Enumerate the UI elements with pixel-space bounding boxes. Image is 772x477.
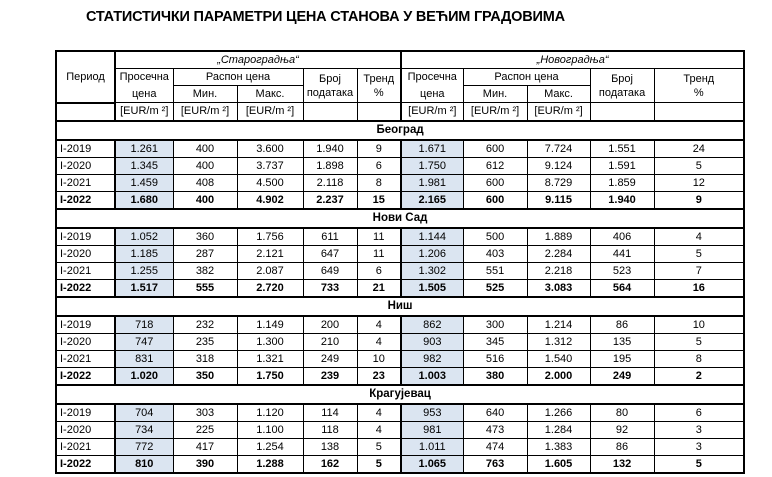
old-min-price-cell: 400	[173, 140, 237, 158]
trend-label-line1: Тренд	[363, 72, 395, 85]
old-max-price-cell: 1.750	[237, 367, 303, 385]
period-cell: I-2020	[56, 421, 115, 438]
table-row	[56, 455, 744, 473]
period-cell: I-2020	[56, 245, 115, 262]
new-trend-cell: 7	[654, 262, 744, 279]
header-old-trend-spacer	[357, 103, 401, 121]
new-avg-price-cell: 1.505	[401, 279, 463, 297]
header-old-count-spacer	[303, 103, 357, 121]
table-row	[56, 421, 744, 438]
old-min-price-cell: 232	[173, 316, 237, 334]
new-max-price-cell: 9.124	[527, 157, 590, 174]
header-new-min-unit: [EUR/m ²]	[463, 103, 527, 121]
new-count-cell: 1.551	[590, 140, 654, 158]
period-cell: I-2022	[56, 455, 115, 473]
old-avg-price-cell: 1.680	[115, 191, 173, 209]
old-min-price-cell: 360	[173, 228, 237, 246]
old-count-cell: 210	[303, 333, 357, 350]
new-max-price-cell: 2.218	[527, 262, 590, 279]
old-trend-cell: 11	[357, 245, 401, 262]
new-avg-price-cell: 1.144	[401, 228, 463, 246]
new-avg-price-cell: 1.011	[401, 438, 463, 455]
old-max-price-cell: 4.902	[237, 191, 303, 209]
header-group-new: „Новоградња“	[401, 51, 744, 69]
old-min-price-cell: 400	[173, 157, 237, 174]
new-count-cell: 135	[590, 333, 654, 350]
header-old-min: Мин.	[173, 86, 237, 103]
new-trend-cell: 4	[654, 228, 744, 246]
header-new-min: Мин.	[463, 86, 527, 103]
header-new-max-unit: [EUR/m ²]	[527, 103, 590, 121]
new-max-price-cell: 1.889	[527, 228, 590, 246]
header-new-max: Макс.	[527, 86, 590, 103]
old-avg-price-cell: 1.255	[115, 262, 173, 279]
count-label-line1: Број	[319, 72, 341, 85]
header-old-avg-price-line2: цена	[115, 86, 173, 103]
old-max-price-cell: 2.720	[237, 279, 303, 297]
period-cell: I-2022	[56, 367, 115, 385]
new-trend-cell: 5	[654, 245, 744, 262]
old-count-cell: 200	[303, 316, 357, 334]
new-avg-price-cell: 1.302	[401, 262, 463, 279]
count-label-line1: Број	[611, 72, 633, 85]
header-period-spacer	[56, 103, 115, 121]
header-new-unit: [EUR/m ²]	[401, 103, 463, 121]
new-count-cell: 406	[590, 228, 654, 246]
new-min-price-cell: 380	[463, 367, 527, 385]
new-min-price-cell: 345	[463, 333, 527, 350]
new-max-price-cell: 1.266	[527, 404, 590, 422]
old-min-price-cell: 417	[173, 438, 237, 455]
trend-label-line2: %	[373, 86, 384, 99]
table-row	[56, 367, 744, 385]
old-min-price-cell: 408	[173, 174, 237, 191]
old-avg-price-cell: 718	[115, 316, 173, 334]
city-header-row	[56, 385, 744, 404]
new-count-cell: 132	[590, 455, 654, 473]
new-count-cell: 441	[590, 245, 654, 262]
avg-price-label: Просечна	[407, 71, 457, 84]
new-trend-cell: 24	[654, 140, 744, 158]
period-cell: I-2021	[56, 174, 115, 191]
old-count-cell: 239	[303, 367, 357, 385]
old-trend-cell: 8	[357, 174, 401, 191]
old-max-price-cell: 1.254	[237, 438, 303, 455]
new-max-price-cell: 8.729	[527, 174, 590, 191]
old-trend-cell: 6	[357, 157, 401, 174]
new-trend-cell: 3	[654, 438, 744, 455]
old-avg-price-cell: 810	[115, 455, 173, 473]
price-statistics-table	[55, 50, 745, 474]
new-max-price-cell: 1.284	[527, 421, 590, 438]
header-old-count	[303, 69, 357, 103]
new-count-cell: 1.859	[590, 174, 654, 191]
period-cell: I-2021	[56, 350, 115, 367]
new-avg-price-cell: 2.165	[401, 191, 463, 209]
new-min-price-cell: 500	[463, 228, 527, 246]
new-count-cell: 564	[590, 279, 654, 297]
header-new-count	[590, 69, 654, 103]
table-row	[56, 140, 744, 158]
new-trend-cell: 5	[654, 333, 744, 350]
old-max-price-cell: 1.756	[237, 228, 303, 246]
new-trend-cell: 5	[654, 157, 744, 174]
old-count-cell: 118	[303, 421, 357, 438]
header-old-max: Макс.	[237, 86, 303, 103]
period-cell: I-2021	[56, 262, 115, 279]
header-new-count-spacer	[590, 103, 654, 121]
table-row	[56, 174, 744, 191]
period-cell: I-2020	[56, 333, 115, 350]
city-name: Крагујевац	[56, 385, 744, 404]
old-min-price-cell: 555	[173, 279, 237, 297]
old-trend-cell: 4	[357, 333, 401, 350]
table-row	[56, 404, 744, 422]
city-name: Нови Сад	[56, 209, 744, 228]
table-row	[56, 316, 744, 334]
table-row	[56, 191, 744, 209]
new-trend-cell: 12	[654, 174, 744, 191]
old-trend-cell: 9	[357, 140, 401, 158]
old-max-price-cell: 1.120	[237, 404, 303, 422]
old-min-price-cell: 287	[173, 245, 237, 262]
new-count-cell: 86	[590, 316, 654, 334]
new-min-price-cell: 473	[463, 421, 527, 438]
city-name: Београд	[56, 121, 744, 140]
old-avg-price-cell: 1.261	[115, 140, 173, 158]
old-count-cell: 249	[303, 350, 357, 367]
new-count-cell: 523	[590, 262, 654, 279]
old-min-price-cell: 235	[173, 333, 237, 350]
header-new-trend-spacer	[654, 103, 744, 121]
old-max-price-cell: 1.300	[237, 333, 303, 350]
old-trend-cell: 11	[357, 228, 401, 246]
header-old-max-unit: [EUR/m ²]	[237, 103, 303, 121]
new-avg-price-cell: 1.003	[401, 367, 463, 385]
old-min-price-cell: 225	[173, 421, 237, 438]
new-min-price-cell: 640	[463, 404, 527, 422]
new-count-cell: 1.591	[590, 157, 654, 174]
old-min-price-cell: 382	[173, 262, 237, 279]
new-max-price-cell: 1.312	[527, 333, 590, 350]
new-count-cell: 92	[590, 421, 654, 438]
old-avg-price-cell: 1.020	[115, 367, 173, 385]
old-trend-cell: 23	[357, 367, 401, 385]
period-cell: I-2019	[56, 140, 115, 158]
new-avg-price-cell: 1.750	[401, 157, 463, 174]
city-header-row	[56, 297, 744, 316]
new-avg-price-cell: 1.671	[401, 140, 463, 158]
old-avg-price-cell: 704	[115, 404, 173, 422]
trend-label-line1: Тренд	[683, 72, 715, 85]
new-min-price-cell: 600	[463, 140, 527, 158]
new-min-price-cell: 403	[463, 245, 527, 262]
table-row	[56, 279, 744, 297]
avg-price-label: Просечна	[119, 71, 169, 84]
table-row	[56, 157, 744, 174]
period-cell: I-2022	[56, 279, 115, 297]
new-trend-cell: 3	[654, 421, 744, 438]
old-max-price-cell: 2.087	[237, 262, 303, 279]
old-count-cell: 649	[303, 262, 357, 279]
old-avg-price-cell: 831	[115, 350, 173, 367]
old-count-cell: 611	[303, 228, 357, 246]
new-avg-price-cell: 903	[401, 333, 463, 350]
new-trend-cell: 16	[654, 279, 744, 297]
old-trend-cell: 4	[357, 316, 401, 334]
period-cell: I-2019	[56, 228, 115, 246]
old-avg-price-cell: 1.345	[115, 157, 173, 174]
page-title: СТАТИСТИЧКИ ПАРАМЕТРИ ЦЕНА СТАНОВА У ВЕЋИМ ГРАДОВИМА	[86, 9, 565, 25]
period-cell: I-2021	[56, 438, 115, 455]
old-count-cell: 1.940	[303, 140, 357, 158]
new-max-price-cell: 1.214	[527, 316, 590, 334]
old-trend-cell: 4	[357, 404, 401, 422]
table-row	[56, 262, 744, 279]
old-trend-cell: 10	[357, 350, 401, 367]
header-period: Период	[56, 51, 115, 103]
old-count-cell: 114	[303, 404, 357, 422]
table-row	[56, 333, 744, 350]
new-count-cell: 86	[590, 438, 654, 455]
header-group-old: „Староградња“	[115, 51, 401, 69]
count-label-line2: података	[306, 86, 354, 99]
header-old-min-unit: [EUR/m ²]	[173, 103, 237, 121]
new-max-price-cell: 2.284	[527, 245, 590, 262]
old-max-price-cell: 1.149	[237, 316, 303, 334]
old-count-cell: 162	[303, 455, 357, 473]
old-max-price-cell: 2.121	[237, 245, 303, 262]
table-row	[56, 350, 744, 367]
new-trend-cell: 5	[654, 455, 744, 473]
old-trend-cell: 21	[357, 279, 401, 297]
new-max-price-cell: 9.115	[527, 191, 590, 209]
old-max-price-cell: 1.288	[237, 455, 303, 473]
new-min-price-cell: 300	[463, 316, 527, 334]
new-trend-cell: 9	[654, 191, 744, 209]
new-trend-cell: 10	[654, 316, 744, 334]
header-old-unit: [EUR/m ²]	[115, 103, 173, 121]
old-max-price-cell: 1.321	[237, 350, 303, 367]
old-trend-cell: 6	[357, 262, 401, 279]
new-avg-price-cell: 953	[401, 404, 463, 422]
old-min-price-cell: 350	[173, 367, 237, 385]
old-avg-price-cell: 1.052	[115, 228, 173, 246]
new-count-cell: 80	[590, 404, 654, 422]
city-header-row	[56, 209, 744, 228]
new-avg-price-cell: 1.065	[401, 455, 463, 473]
old-count-cell: 733	[303, 279, 357, 297]
old-avg-price-cell: 1.517	[115, 279, 173, 297]
old-trend-cell: 4	[357, 421, 401, 438]
period-cell: I-2019	[56, 316, 115, 334]
table-row	[56, 228, 744, 246]
new-min-price-cell: 516	[463, 350, 527, 367]
header-new-trend	[654, 69, 744, 103]
period-cell: I-2019	[56, 404, 115, 422]
old-max-price-cell: 3.737	[237, 157, 303, 174]
old-count-cell: 138	[303, 438, 357, 455]
new-min-price-cell: 600	[463, 191, 527, 209]
new-trend-cell: 2	[654, 367, 744, 385]
trend-label-line2: %	[693, 86, 704, 99]
header-new-avg-price	[401, 69, 463, 86]
table-row	[56, 245, 744, 262]
new-min-price-cell: 763	[463, 455, 527, 473]
old-max-price-cell: 4.500	[237, 174, 303, 191]
new-max-price-cell: 1.540	[527, 350, 590, 367]
new-avg-price-cell: 981	[401, 421, 463, 438]
header-old-avg-price	[115, 69, 173, 86]
new-min-price-cell: 525	[463, 279, 527, 297]
old-avg-price-cell: 1.459	[115, 174, 173, 191]
new-trend-cell: 6	[654, 404, 744, 422]
new-min-price-cell: 600	[463, 174, 527, 191]
old-trend-cell: 15	[357, 191, 401, 209]
count-label-line2: података	[598, 86, 646, 99]
old-trend-cell: 5	[357, 438, 401, 455]
table-row	[56, 438, 744, 455]
header-old-trend	[357, 69, 401, 103]
old-min-price-cell: 303	[173, 404, 237, 422]
new-avg-price-cell: 982	[401, 350, 463, 367]
new-max-price-cell: 1.605	[527, 455, 590, 473]
old-count-cell: 2.118	[303, 174, 357, 191]
old-count-cell: 1.898	[303, 157, 357, 174]
new-avg-price-cell: 1.206	[401, 245, 463, 262]
new-max-price-cell: 1.383	[527, 438, 590, 455]
new-count-cell: 249	[590, 367, 654, 385]
old-avg-price-cell: 1.185	[115, 245, 173, 262]
new-count-cell: 195	[590, 350, 654, 367]
old-max-price-cell: 3.600	[237, 140, 303, 158]
new-min-price-cell: 551	[463, 262, 527, 279]
old-max-price-cell: 1.100	[237, 421, 303, 438]
old-count-cell: 647	[303, 245, 357, 262]
old-count-cell: 2.237	[303, 191, 357, 209]
header-old-price-range: Распон цена	[173, 69, 303, 86]
new-avg-price-cell: 1.981	[401, 174, 463, 191]
header-new-price-range: Распон цена	[463, 69, 590, 86]
old-min-price-cell: 390	[173, 455, 237, 473]
new-min-price-cell: 612	[463, 157, 527, 174]
period-cell: I-2022	[56, 191, 115, 209]
new-min-price-cell: 474	[463, 438, 527, 455]
city-header-row	[56, 121, 744, 140]
new-count-cell: 1.940	[590, 191, 654, 209]
period-cell: I-2020	[56, 157, 115, 174]
header-new-avg-price-line2: цена	[401, 86, 463, 103]
city-name: Ниш	[56, 297, 744, 316]
old-min-price-cell: 318	[173, 350, 237, 367]
new-trend-cell: 8	[654, 350, 744, 367]
old-avg-price-cell: 772	[115, 438, 173, 455]
old-avg-price-cell: 747	[115, 333, 173, 350]
old-min-price-cell: 400	[173, 191, 237, 209]
new-avg-price-cell: 862	[401, 316, 463, 334]
new-max-price-cell: 2.000	[527, 367, 590, 385]
old-avg-price-cell: 734	[115, 421, 173, 438]
new-max-price-cell: 3.083	[527, 279, 590, 297]
new-max-price-cell: 7.724	[527, 140, 590, 158]
old-trend-cell: 5	[357, 455, 401, 473]
